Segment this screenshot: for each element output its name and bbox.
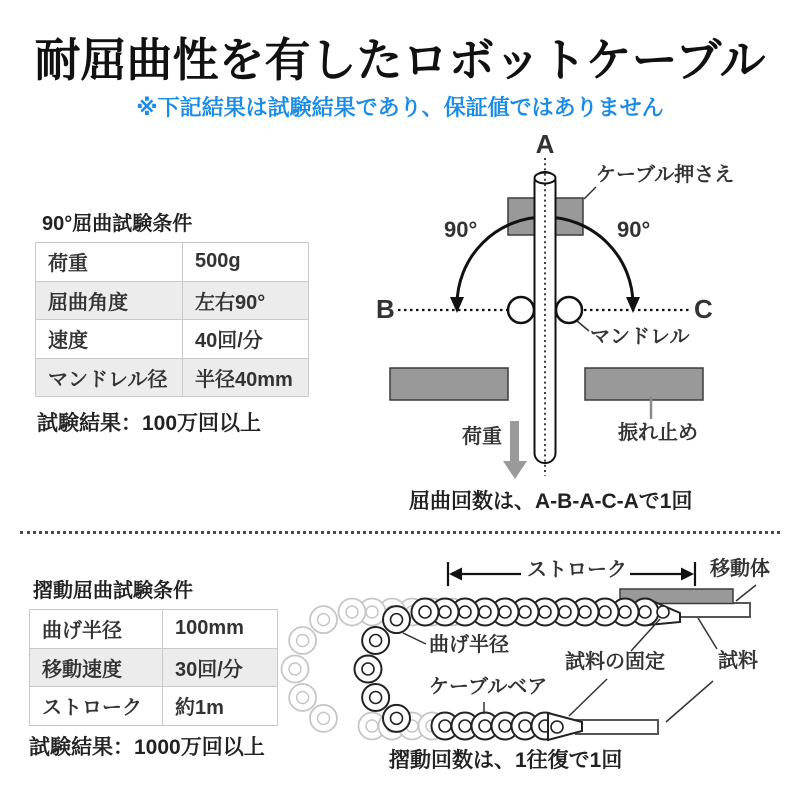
condition-label: 曲げ半径 xyxy=(30,610,163,649)
cable-carrier-label: ケーブルベア xyxy=(429,676,548,698)
moving-body-pointer-line xyxy=(736,585,756,601)
angle-left-label: 90° xyxy=(444,217,478,242)
bend-test-heading: 90°屈曲試験条件 xyxy=(42,213,193,235)
bend-test-conditions-table xyxy=(35,242,309,397)
slide-count-caption: 摺動回数は、1往復で1回 xyxy=(389,749,623,772)
stroke-arrowhead-left xyxy=(449,568,462,581)
steady-rest-label: 振れ止め xyxy=(618,422,698,444)
condition-label: 荷重 xyxy=(36,243,183,282)
table-row xyxy=(30,648,278,687)
table-row xyxy=(30,687,278,726)
table-row xyxy=(36,281,309,320)
condition-value: 30回/分 xyxy=(163,648,278,687)
load-arrow-head xyxy=(503,461,527,479)
condition-value: 約1m xyxy=(163,687,278,726)
bend-radius-pointer-line xyxy=(403,633,426,644)
point-b-label: B xyxy=(376,294,395,324)
bend-test-result: 試験結果：100万回以上 xyxy=(37,412,262,435)
bend-count-caption: 屈曲回数は、A-B-A-C-Aで1回 xyxy=(409,490,693,513)
condition-label: 速度 xyxy=(36,320,183,359)
sample-bar-bottom xyxy=(576,720,658,734)
bend-radius-label: 曲げ半径 xyxy=(429,634,509,656)
cable-holder-pointer-line xyxy=(584,187,596,199)
point-a-label: A xyxy=(535,129,555,159)
sample-pointer-line-bottom xyxy=(666,681,713,722)
slide-test-heading: 摺動屈曲試験条件 xyxy=(33,580,193,602)
table-row xyxy=(36,358,309,397)
condition-value: 半径40mm xyxy=(183,358,309,397)
load-arrow-shaft xyxy=(510,421,519,463)
point-c-label: C xyxy=(694,294,713,324)
mandrel-label: マンドレル xyxy=(590,326,690,348)
condition-value: 左右90° xyxy=(183,281,309,320)
load-label: 荷重 xyxy=(462,426,502,448)
condition-label: マンドレル径 xyxy=(36,358,183,397)
stroke-label: ストローク xyxy=(527,559,627,581)
sample-fixing-label: 試料の固定 xyxy=(565,651,665,673)
moving-body-label: 移動体 xyxy=(710,558,770,580)
cable-holder-label: ケーブル押さえ xyxy=(596,164,735,186)
table-row xyxy=(36,320,309,359)
slide-test-result: 試験結果：1000万回以上 xyxy=(29,736,265,759)
condition-label: 屈曲角度 xyxy=(36,281,183,320)
sample-fixing-pointer-line-bottom xyxy=(569,679,607,716)
mandrel-circle-right xyxy=(556,297,582,323)
section-separator xyxy=(20,531,780,534)
condition-value: 40回/分 xyxy=(183,320,309,359)
table-row xyxy=(36,243,309,282)
mandrel-pointer-line xyxy=(577,321,589,331)
condition-value: 500g xyxy=(183,243,309,282)
condition-label: 移動速度 xyxy=(30,648,163,687)
angle-right-label: 90° xyxy=(617,217,651,242)
slide-test-conditions-table xyxy=(29,609,278,726)
stroke-arrowhead-right xyxy=(681,568,694,581)
steady-rest-block-right xyxy=(585,368,703,400)
mandrel-circle-left xyxy=(508,297,534,323)
sample-label: 試料 xyxy=(718,650,758,672)
condition-label: ストローク xyxy=(30,687,163,726)
table-row xyxy=(30,610,278,649)
sample-pointer-line-top xyxy=(698,618,717,649)
steady-rest-block-left xyxy=(390,368,508,400)
condition-value: 100mm xyxy=(163,610,278,649)
disclaimer-text: ※下記結果は試験結果であり、保証値ではありません xyxy=(136,95,664,120)
page-title: 耐屈曲性を有したロボットケーブル xyxy=(34,34,766,86)
